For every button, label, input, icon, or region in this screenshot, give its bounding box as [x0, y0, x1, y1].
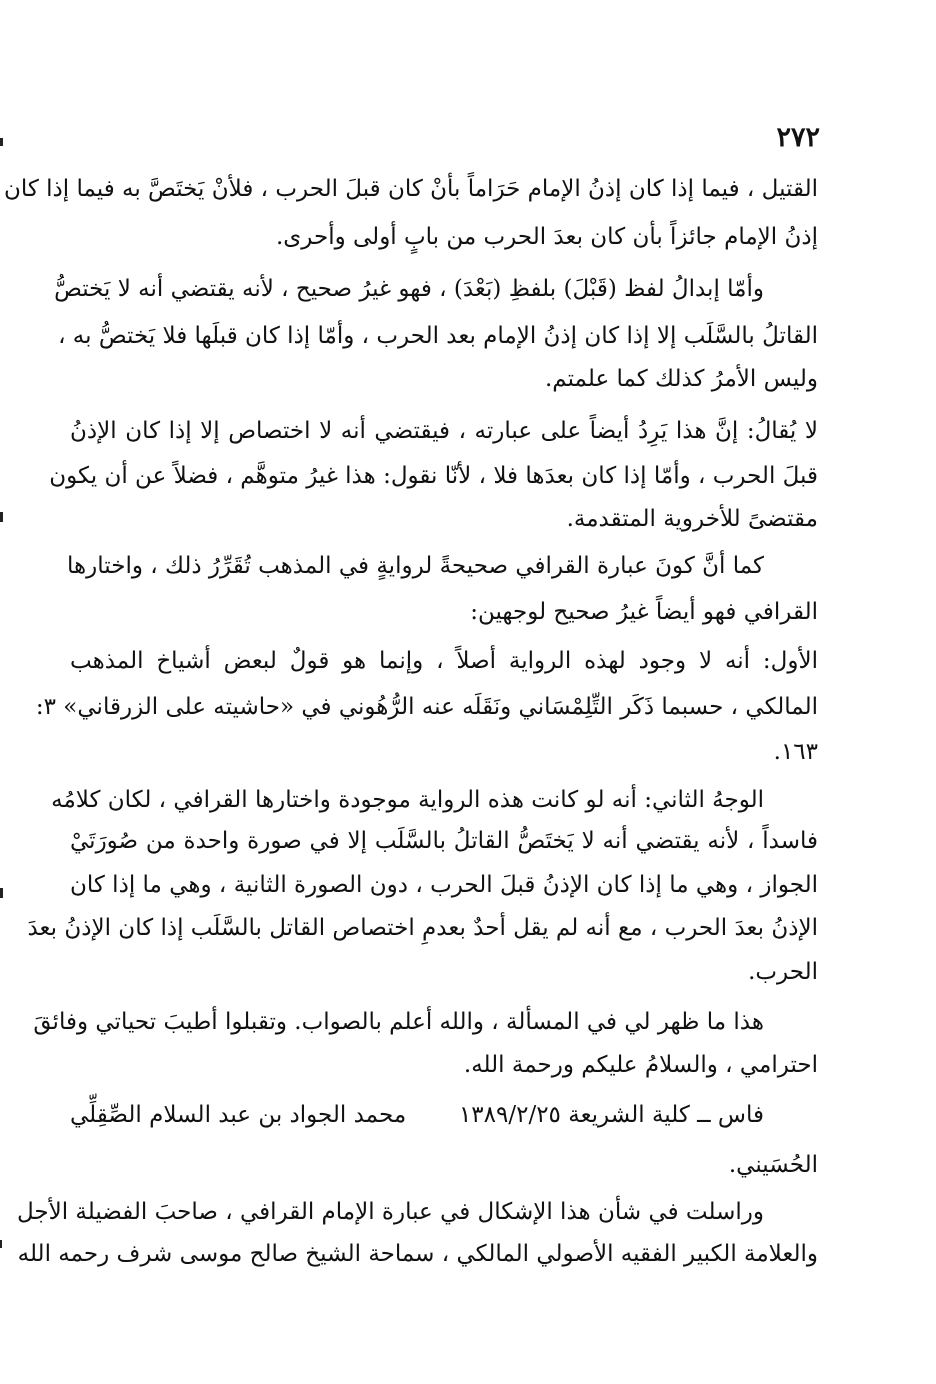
text-line: كما أنَّ كونَ عبارة القرافي صحيحةً لروايةٍ في المذهب تُقَرِّرُ ذلك ، واختارها [67, 553, 764, 579]
text-line: الوجهُ الثاني: أنه لو كانت هذه الرواية موجودة واختارها القرافي ، لكان كلامُه [51, 787, 764, 813]
text-line: هذا ما ظهر لي في المسألة ، والله أعلم بالصواب. وتقبلوا أطيبَ تحياتي وفائقَ [33, 1009, 764, 1035]
text-line: الجواز ، وهي ما إذا كان الإذنُ قبلَ الحرب ، دون الصورة الثانية ، وهي ما إذا كان [70, 872, 818, 898]
text-line: القتيل ، فيما إذا كان إذنُ الإمام حَرَاماً بأنْ كان قبلَ الحرب ، فلأنْ يَختَصَّ به فيما إذا كان [3, 176, 818, 202]
text-line: والعلامة الكبير الفقيه الأصولي المالكي ، سماحة الشيخ صالح موسى شرف رحمه الله [17, 1241, 818, 1267]
text-line: وراسلت في شأن هذا الإشكال في عبارة الإمام القرافي ، صاحبَ الفضيلة الأجل [16, 1199, 764, 1225]
text-line: وليس الأمرُ كذلك كما علمتم. [544, 366, 818, 392]
scan-edge-mark [0, 138, 3, 146]
text-line: وأمّا إبدالُ لفظ (قَبْلَ) بلفظِ (بَعْدَ) ، فهو غيرُ صحيح ، لأنه يقتضي أنه لا يَختصُّ [54, 276, 764, 302]
scan-edge-mark [0, 512, 3, 522]
text-line: الإذنُ بعدَ الحرب ، مع أنه لم يقل أحدٌ بعدمِ اختصاص القاتل بالسَّلَب إذا كان الإذنُ بعدَ [27, 915, 818, 941]
text-line: إذنُ الإمام جائزاً بأن كان بعدَ الحرب من بابٍ أولى وأحرى. [275, 224, 818, 250]
text-line: الحرب. [748, 959, 818, 985]
text-line: ١٦٣. [773, 739, 818, 765]
text-line: الحُسَيني. [728, 1152, 818, 1178]
text-line: فاسداً ، لأنه يقتضي أنه لا يَختَصُّ القاتلُ بالسَّلَب إلا في صورة واحدة من صُورَتَيْ [70, 828, 818, 854]
signature-name: محمد الجواد بن عبد السلام الصِّقِلِّي [70, 1102, 407, 1128]
text-line: المالكي ، حسبما ذَكَر التِّلِمْسَاني ونَقَلَه عنه الرُّهُوني في «حاشيته على الزرقاني» ٣: [35, 694, 818, 720]
scan-edge-mark [0, 1240, 2, 1248]
text-line: احترامي ، والسلامُ عليكم ورحمة الله. [463, 1052, 818, 1078]
text-line: الأول: أنه لا وجود لهذه الرواية أصلاً ، وإنما هو قولٌ لبعض أشياخ المذهب [70, 648, 818, 674]
text-line: مقتضىً للأخروية المتقدمة. [566, 506, 818, 532]
text-line: قبلَ الحرب ، وأمّا إذا كان بعدَها فلا ، لأنّا نقول: هذا غيرُ متوهَّم ، فضلاً عن أن يكون [49, 463, 818, 489]
page-number: ٢٧٢ [776, 122, 820, 153]
signature-place-date: فاس ــ كلية الشريعة ١٣٨٩/٢/٢٥ [458, 1102, 764, 1128]
text-line: لا يُقالُ: إنَّ هذا يَرِدُ أيضاً على عبارته ، فيقتضي أنه لا اختصاص إلا إذا كان الإذنُ [70, 418, 818, 444]
signature-line [70, 1098, 764, 1132]
text-line: القاتلُ بالسَّلَب إلا إذا كان إذنُ الإمام بعد الحرب ، وأمّا إذا كان قبلَها فلا يَختصُّ به ، [58, 323, 818, 349]
scan-edge-mark [0, 888, 3, 898]
text-line: القرافي فهو أيضاً غيرُ صحيح لوجهين: [470, 599, 818, 625]
